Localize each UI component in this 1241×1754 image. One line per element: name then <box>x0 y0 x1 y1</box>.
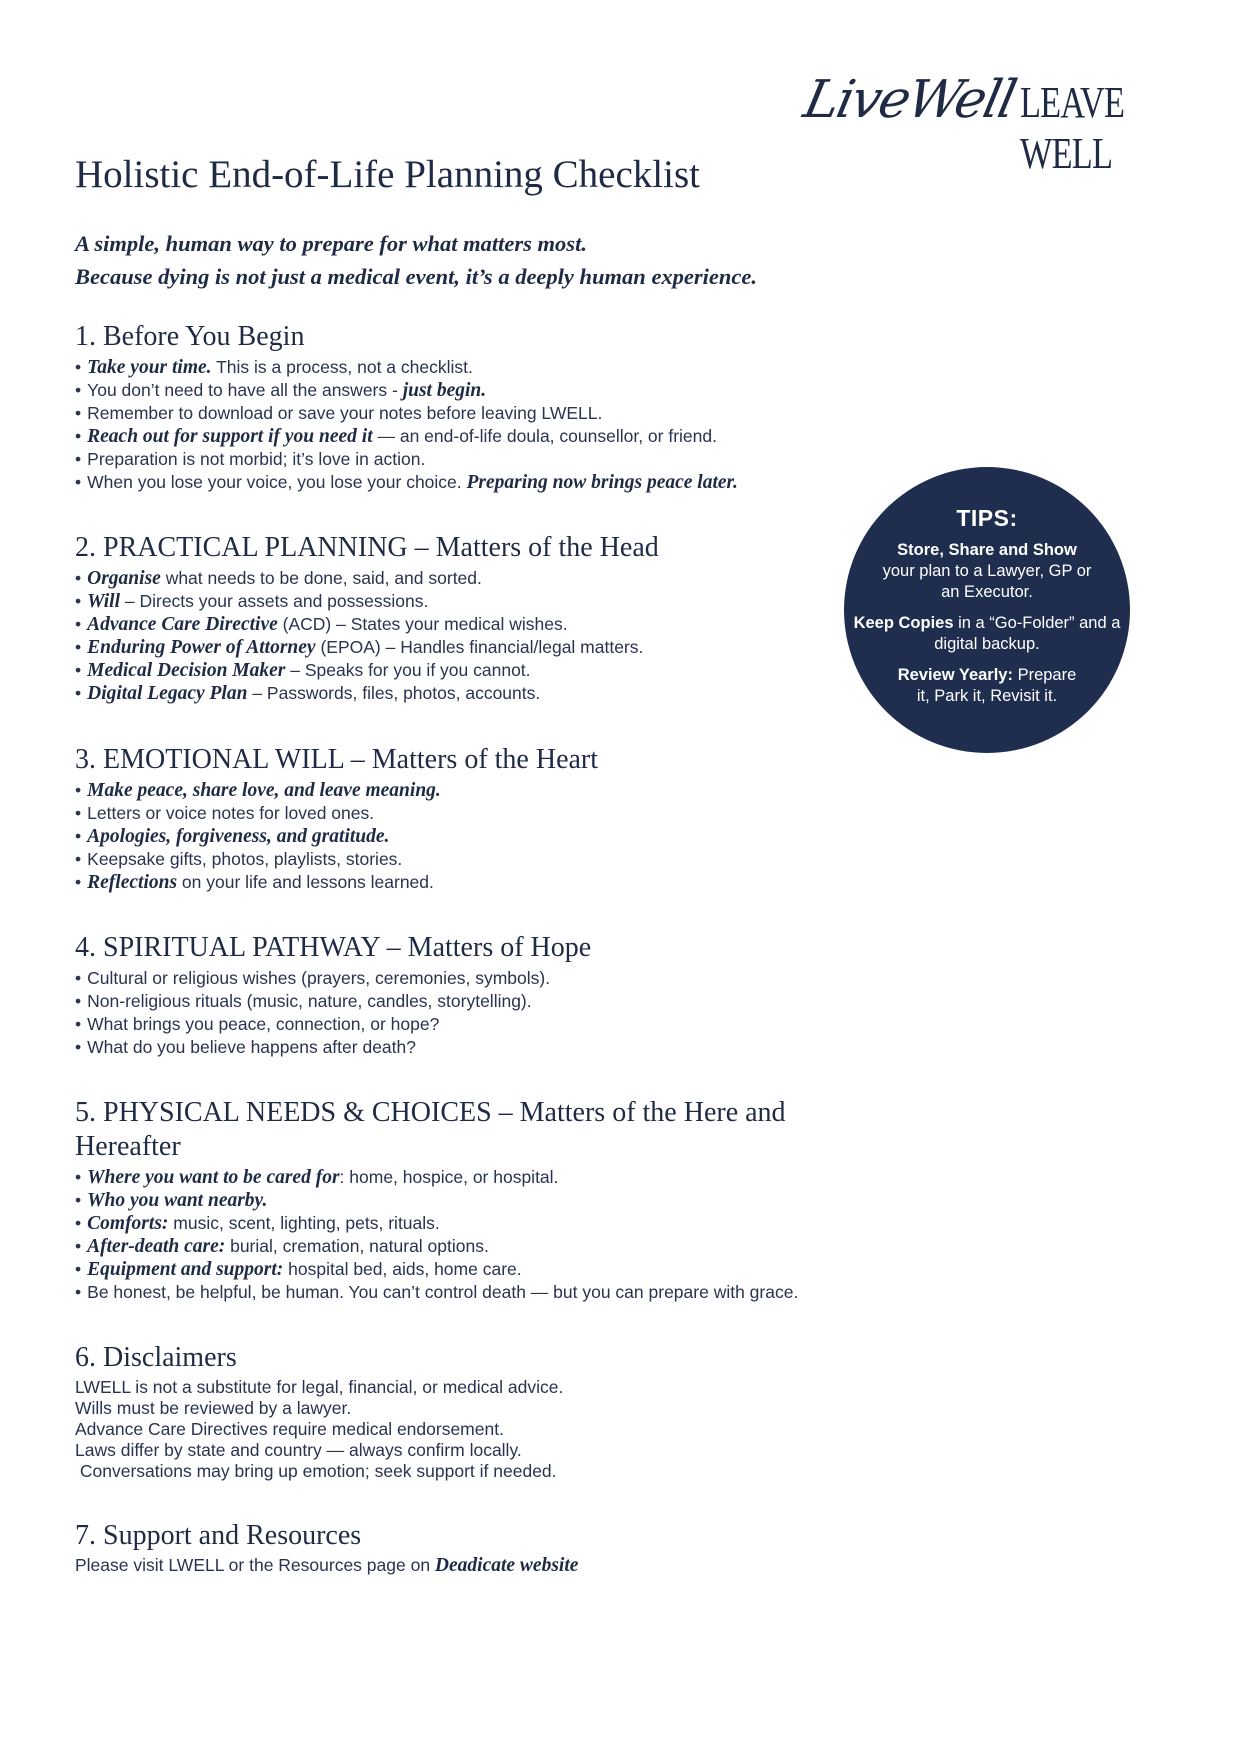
section-heading: 7. Support and Resources <box>75 1520 362 1551</box>
list-item <box>75 356 835 379</box>
emphasis-text: Who you want nearby. <box>87 1190 268 1211</box>
page-title: Holistic End-of-Life Planning Checklist <box>75 153 700 196</box>
emphasis-text: After-death care: <box>87 1236 226 1257</box>
section-emotional-will <box>75 743 835 894</box>
list-item <box>75 682 835 705</box>
list-item <box>75 848 835 871</box>
item-text: what needs to be done, said, and sorted. <box>160 568 482 588</box>
item-text: Non-religious rituals (music, nature, candles, storytelling). <box>87 991 532 1011</box>
tip-keep-copies <box>844 613 1130 655</box>
emphasis-text: Reach out for support if you need it <box>87 426 373 447</box>
heading-line-1: 5. PHYSICAL NEEDS & CHOICES – Matters of the Here and <box>75 1097 786 1128</box>
section-support-resources <box>75 1519 835 1576</box>
item-text: Letters or voice notes for loved ones. <box>87 803 375 823</box>
disclaimer-line: Laws differ by state and country — always confirm locally. <box>75 1440 522 1460</box>
disclaimer-line: Advance Care Directives require medical endorsement. <box>75 1419 504 1439</box>
section-physical-needs <box>75 1096 835 1304</box>
list-item <box>75 402 835 425</box>
emphasis-text: just begin. <box>402 380 487 401</box>
emphasis-text: Reflections <box>87 872 178 893</box>
emphasis-text: Advance Care Directive <box>87 614 278 635</box>
list-item <box>75 779 835 802</box>
deadicate-website-link[interactable]: Deadicate website <box>434 1555 579 1576</box>
section-heading: 2. PRACTICAL PLANNING – Matters of the Head <box>75 532 659 563</box>
logo-caps-text: LEAVE WELL <box>1019 78 1124 178</box>
emphasis-text: Apologies, forgiveness, and gratitude. <box>87 826 390 847</box>
item-text: (ACD) – States your medical wishes. <box>277 614 568 634</box>
emphasis-text: Make peace, share love, and leave meaning. <box>87 780 441 801</box>
section-heading <box>75 1096 835 1164</box>
item-text: on your life and lessons learned. <box>177 872 434 892</box>
list-item <box>75 379 835 402</box>
section-heading: 6. Disclaimers <box>75 1342 237 1373</box>
list-item <box>75 967 835 990</box>
disclaimer-line: LWELL is not a substitute for legal, financial, or medical advice. <box>75 1377 564 1397</box>
item-text: When you lose your voice, you lose your choice. <box>87 472 467 492</box>
emphasis-text: Organise <box>87 568 161 589</box>
item-text: burial, cremation, natural options. <box>225 1236 489 1256</box>
list-item <box>75 802 835 825</box>
tagline <box>75 227 757 293</box>
list-item <box>75 1013 835 1036</box>
list-item <box>75 825 835 848</box>
list-item <box>75 590 835 613</box>
tip-bold: Review Yearly: <box>897 666 1013 684</box>
list-item <box>75 425 835 448</box>
heading-line-2: Hereafter <box>75 1131 181 1162</box>
item-text: — an end-of-life doula, counsellor, or friend. <box>372 426 717 446</box>
list-item <box>75 1189 835 1212</box>
section-heading: 4. SPIRITUAL PATHWAY – Matters of Hope <box>75 932 592 963</box>
item-text: This is a process, not a checklist. <box>211 357 473 377</box>
emphasis-text: Take your time. <box>87 357 212 378</box>
emphasis-text: Preparing now brings peace later. <box>466 472 738 493</box>
tip-review-yearly <box>844 665 1130 707</box>
emphasis-text: Medical Decision Maker <box>87 660 286 681</box>
emphasis-text: Digital Legacy Plan <box>87 683 248 704</box>
checklist <box>75 967 835 1059</box>
list-item <box>75 636 835 659</box>
item-text: – Directs your assets and possessions. <box>120 591 429 611</box>
emphasis-text: Where you want to be cared for <box>87 1167 340 1188</box>
item-text: music, scent, lighting, pets, rituals. <box>168 1213 440 1233</box>
list-item <box>75 1166 835 1189</box>
list-item <box>75 613 835 636</box>
list-item <box>75 990 835 1013</box>
emphasis-text: Equipment and support: <box>87 1259 284 1280</box>
list-item <box>75 1281 835 1304</box>
section-disclaimers <box>75 1341 835 1482</box>
list-item <box>75 567 835 590</box>
list-item <box>75 659 835 682</box>
emphasis-text: Comforts: <box>87 1213 169 1234</box>
item-text: – Passwords, files, photos, accounts. <box>247 683 541 703</box>
brand-logo <box>798 70 1241 178</box>
item-text: hospital bed, aids, home care. <box>283 1259 522 1279</box>
list-item <box>75 1212 835 1235</box>
section-heading: 1. Before You Begin <box>75 321 305 352</box>
tip-text: your plan to a Lawyer, GP or an Executor. <box>882 562 1092 601</box>
item-text: What do you believe happens after death? <box>87 1037 416 1057</box>
list-item <box>75 871 835 894</box>
tip-text: Prepare it, Park it, Revisit it. <box>916 666 1077 705</box>
item-text: – Speaks for you if you cannot. <box>285 660 531 680</box>
disclaimer-line: Wills must be reviewed by a lawyer. <box>75 1398 352 1418</box>
tip-bold: Store, Share and Show <box>897 541 1077 559</box>
section-before-you-begin <box>75 320 835 494</box>
item-text: You don’t need to have all the answers - <box>87 380 403 400</box>
item-text: What brings you peace, connection, or hope? <box>87 1014 440 1034</box>
item-text: : home, hospice, or hospital. <box>339 1167 559 1187</box>
tips-title: TIPS: <box>956 505 1018 531</box>
emphasis-text: Enduring Power of Attorney <box>87 637 316 658</box>
tip-bold: Keep Copies <box>853 614 954 632</box>
resources-line <box>75 1555 835 1576</box>
list-item <box>75 471 835 494</box>
item-text: Preparation is not morbid; it’s love in action. <box>87 449 426 469</box>
list-item <box>75 1235 835 1258</box>
list-item <box>75 448 835 471</box>
emphasis-text: Will <box>87 591 121 612</box>
tip-store-share <box>844 540 1130 603</box>
checklist <box>75 1166 835 1304</box>
item-text: Be honest, be helpful, be human. You can’t control death — but you can prepare with grace. <box>87 1282 799 1302</box>
item-text: Keepsake gifts, photos, playlists, stories. <box>87 849 403 869</box>
disclaimer-line: Conversations may bring up emotion; seek support if needed. <box>75 1461 557 1481</box>
tagline-line-2: Because dying is not just a medical event, it’s a deeply human experience. <box>75 264 758 289</box>
checklist <box>75 567 835 705</box>
checklist <box>75 356 835 494</box>
tagline-line-1: A simple, human way to prepare for what matters most. <box>75 231 587 256</box>
section-spiritual-pathway <box>75 931 835 1059</box>
checklist <box>75 779 835 894</box>
item-text: Cultural or religious wishes (prayers, ceremonies, symbols). <box>87 968 551 988</box>
resources-text: Please visit LWELL or the Resources page on <box>75 1555 435 1575</box>
item-text: (EPOA) – Handles financial/legal matters. <box>315 637 644 657</box>
item-text: Remember to download or save your notes before leaving LWELL. <box>87 403 603 423</box>
section-practical-planning <box>75 531 835 705</box>
section-heading: 3. EMOTIONAL WILL – Matters of the Heart <box>75 744 599 775</box>
tips-circle <box>844 467 1130 753</box>
logo-script-text: LiveWell <box>798 70 1020 130</box>
tip-text: in a “Go-Folder” and a digital backup. <box>934 614 1121 653</box>
list-item <box>75 1258 835 1281</box>
list-item <box>75 1036 835 1059</box>
